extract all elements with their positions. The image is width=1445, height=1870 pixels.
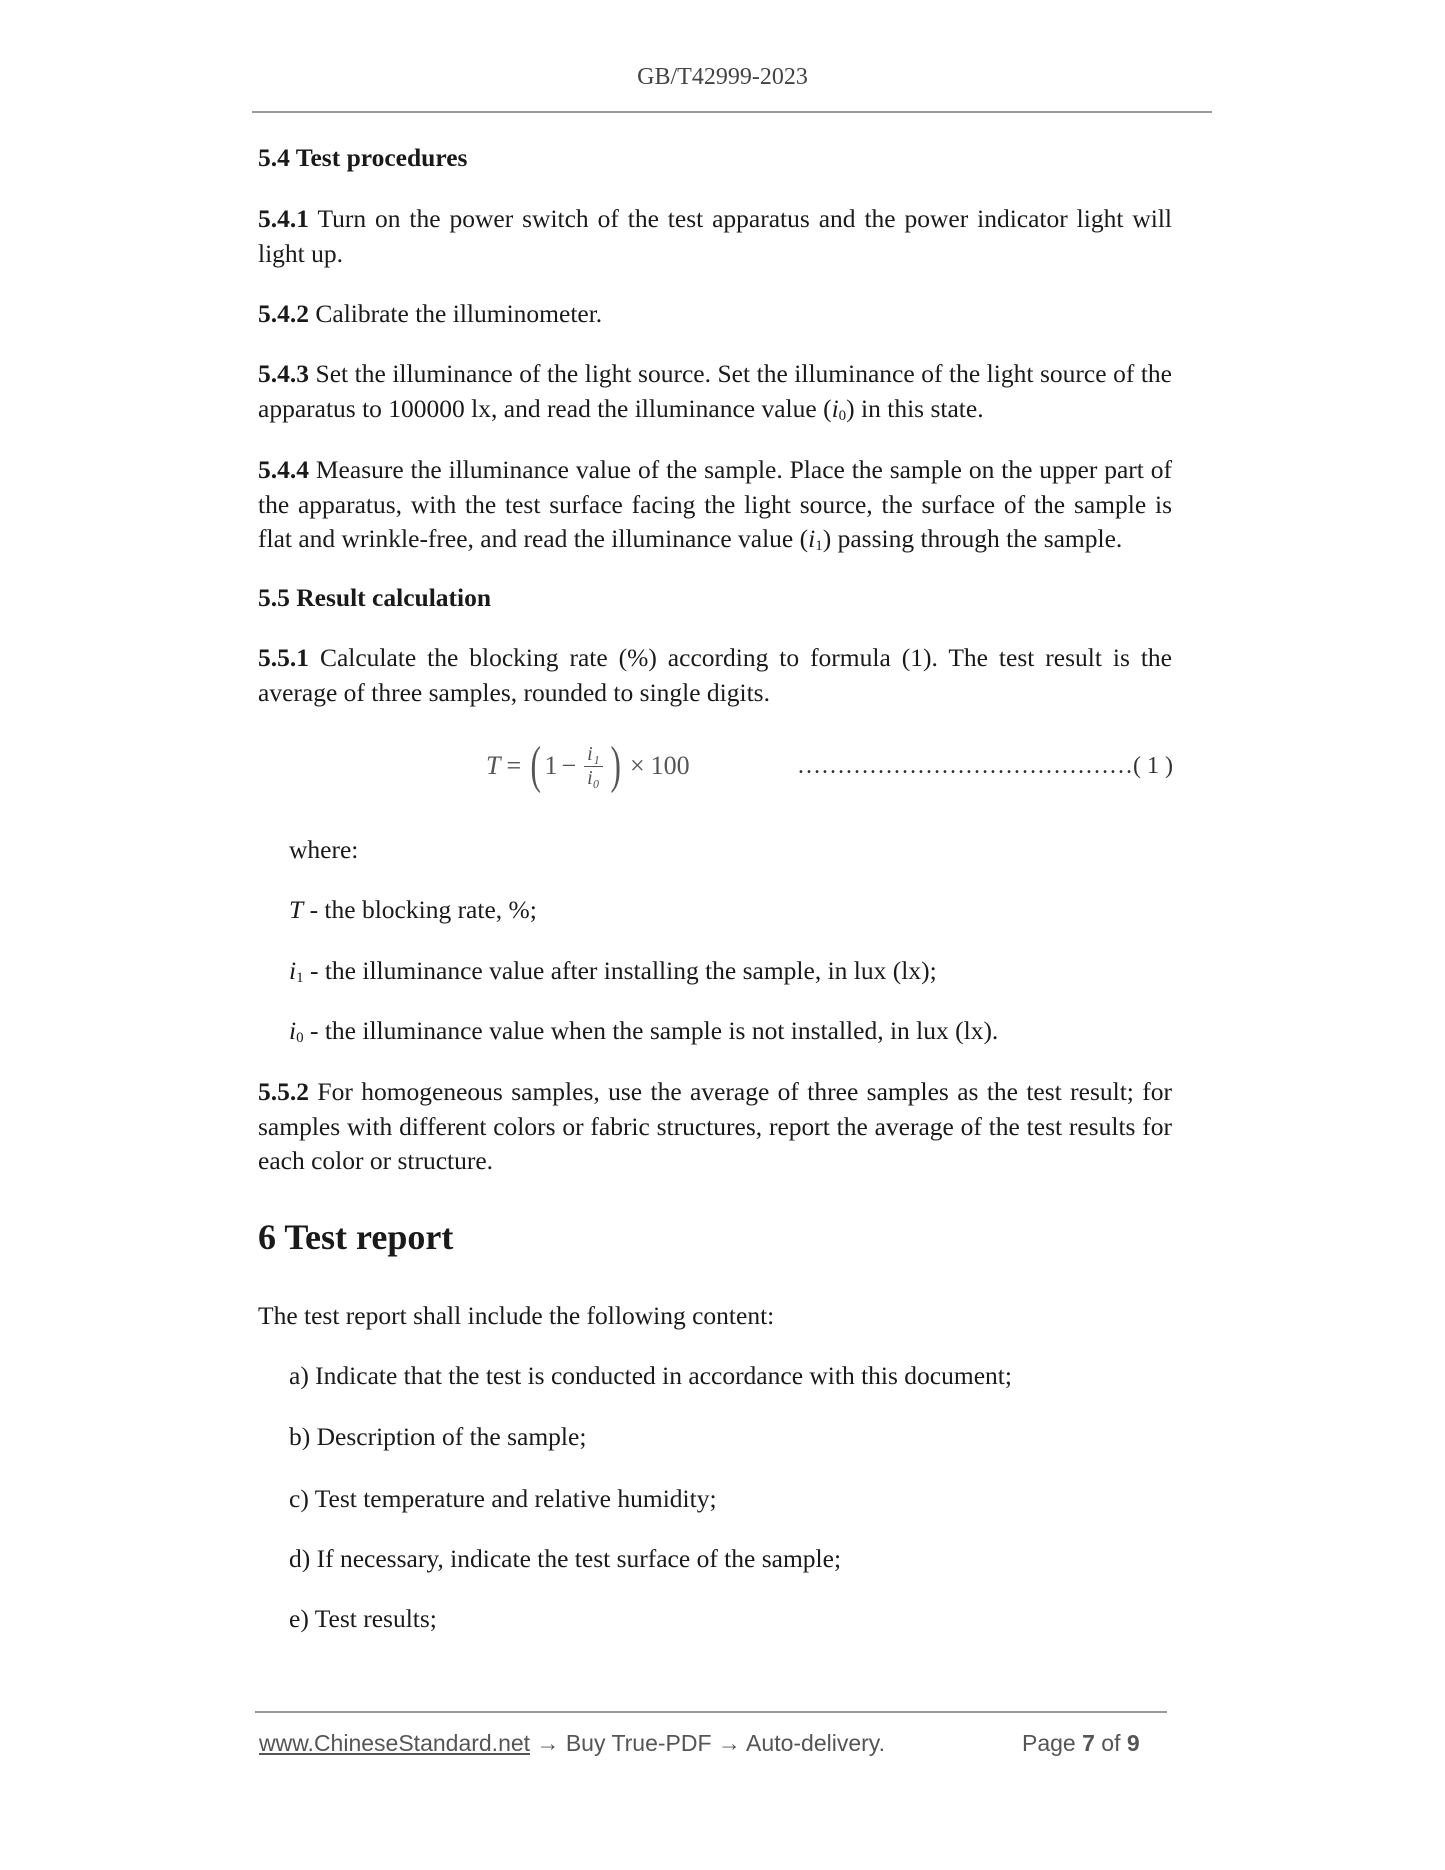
- clause-text: ) in this state.: [846, 393, 984, 423]
- clause-number: 5.5.2: [258, 1077, 309, 1106]
- symbol: T: [289, 895, 304, 924]
- fraction: [584, 743, 603, 790]
- where-label: where:: [289, 835, 359, 864]
- definition-i1: [289, 954, 1169, 996]
- clause-5-5-1: [258, 641, 1172, 710]
- list-item: e) Test results;: [289, 1604, 437, 1633]
- formula-one: 1: [544, 751, 558, 780]
- clause-text: Measure the illuminance value of the sample. Place the sample on the upper part of the apparatus, with the test surface facing the light source, the surface of the sample is flat and wrinkle-free, and read the illuminance value (: [258, 455, 1172, 553]
- formula-blocking-rate: [486, 737, 690, 794]
- list-item: c) Test temperature and relative humidity;: [289, 1484, 717, 1513]
- clause-number: 5.4.1: [258, 204, 309, 233]
- list-item: d) If necessary, indicate the test surface of the sample;: [289, 1544, 842, 1573]
- website-link[interactable]: www.ChineseStandard.net: [259, 1730, 531, 1756]
- clause-number: 5.4.3: [258, 359, 309, 388]
- document-code-header: GB/T42999-2023: [637, 64, 808, 90]
- current-page: 7: [1082, 1730, 1095, 1756]
- definition-text: - the illuminance value after installing the sample, in lux (lx);: [303, 956, 937, 985]
- formula-times: ×: [629, 751, 645, 780]
- symbol: i: [289, 956, 297, 985]
- clause-number: 5.4.4: [258, 455, 309, 484]
- footer-divider: [255, 1711, 1167, 1713]
- clause-5-5-2: [258, 1075, 1172, 1179]
- report-intro: The test report shall include the following content:: [258, 1301, 775, 1330]
- definition-i0: [289, 1014, 1169, 1056]
- clause-text: ) passing through the sample.: [822, 524, 1123, 553]
- formula-minus: −: [561, 751, 577, 780]
- total-pages: 9: [1126, 1730, 1140, 1756]
- clause-text: Turn on the power switch of the test apparatus and the power indicator light will light up.: [258, 204, 1172, 268]
- definition-text: - the blocking rate, %;: [303, 895, 537, 924]
- equation-number: [797, 753, 1173, 780]
- symbol: i: [289, 1016, 297, 1045]
- formula-lhs: T: [486, 751, 501, 780]
- denominator: i₀: [587, 766, 600, 789]
- definition-text: - the illuminance value when the sample is not installed, in lux (lx).: [303, 1016, 999, 1045]
- subscript: 0: [296, 1030, 304, 1046]
- definition-T: [289, 893, 1169, 928]
- header-divider: [252, 111, 1212, 113]
- list-item: b) Description of the sample;: [289, 1422, 587, 1451]
- clause-text: For homogeneous samples, use the average of three samples as the test result; for samples with different colors or fabric structures, report the average of the test results for each color or structure.: [258, 1077, 1172, 1175]
- formula-factor: 100: [650, 751, 690, 780]
- clause-text: Calibrate the illuminometer.: [309, 299, 603, 328]
- section-6-title: 6 Test report: [258, 1217, 454, 1257]
- subscript: 1: [815, 538, 823, 554]
- clause-5-4-3: [258, 357, 1172, 433]
- clause-5-4-1: [258, 202, 1172, 271]
- clause-number: 5.4.2: [258, 299, 309, 328]
- of-label: of: [1101, 1730, 1121, 1756]
- right-paren: ): [610, 737, 621, 794]
- variable: i: [831, 393, 839, 423]
- section-5-5-title: 5.5 Result calculation: [258, 583, 492, 612]
- formula-equals: =: [506, 751, 522, 780]
- left-paren: (: [530, 737, 542, 794]
- subscript: 0: [838, 407, 847, 424]
- page-label: Page: [1022, 1730, 1076, 1756]
- clause-5-4-4: [258, 453, 1172, 564]
- variable: i: [808, 524, 816, 553]
- page-indicator: [1022, 1730, 1140, 1757]
- numerator: i₁: [584, 743, 603, 767]
- section-5-4-title: 5.4 Test procedures: [258, 143, 468, 172]
- clause-text: Set the illuminance of the light source. Set the illuminance of the light source of the apparatus to 100000 lx, and read the illuminance value (: [258, 359, 1172, 423]
- clause-number: 5.5.1: [258, 643, 309, 672]
- clause-text: Calculate the blocking rate (%) according to formula (1). The test result is the average of three samples, rounded to single digits.: [258, 643, 1172, 707]
- clause-5-4-2: [258, 297, 1172, 332]
- promo-text: → Buy True-PDF → Auto-delivery.: [530, 1730, 885, 1756]
- leader-dots: ……………………………………: [797, 753, 1134, 779]
- footer-promo: [259, 1730, 885, 1757]
- equation-label: ( 1 ): [1133, 753, 1173, 779]
- list-item: a) Indicate that the test is conducted in accordance with this document;: [289, 1361, 1012, 1390]
- subscript: 1: [296, 970, 304, 986]
